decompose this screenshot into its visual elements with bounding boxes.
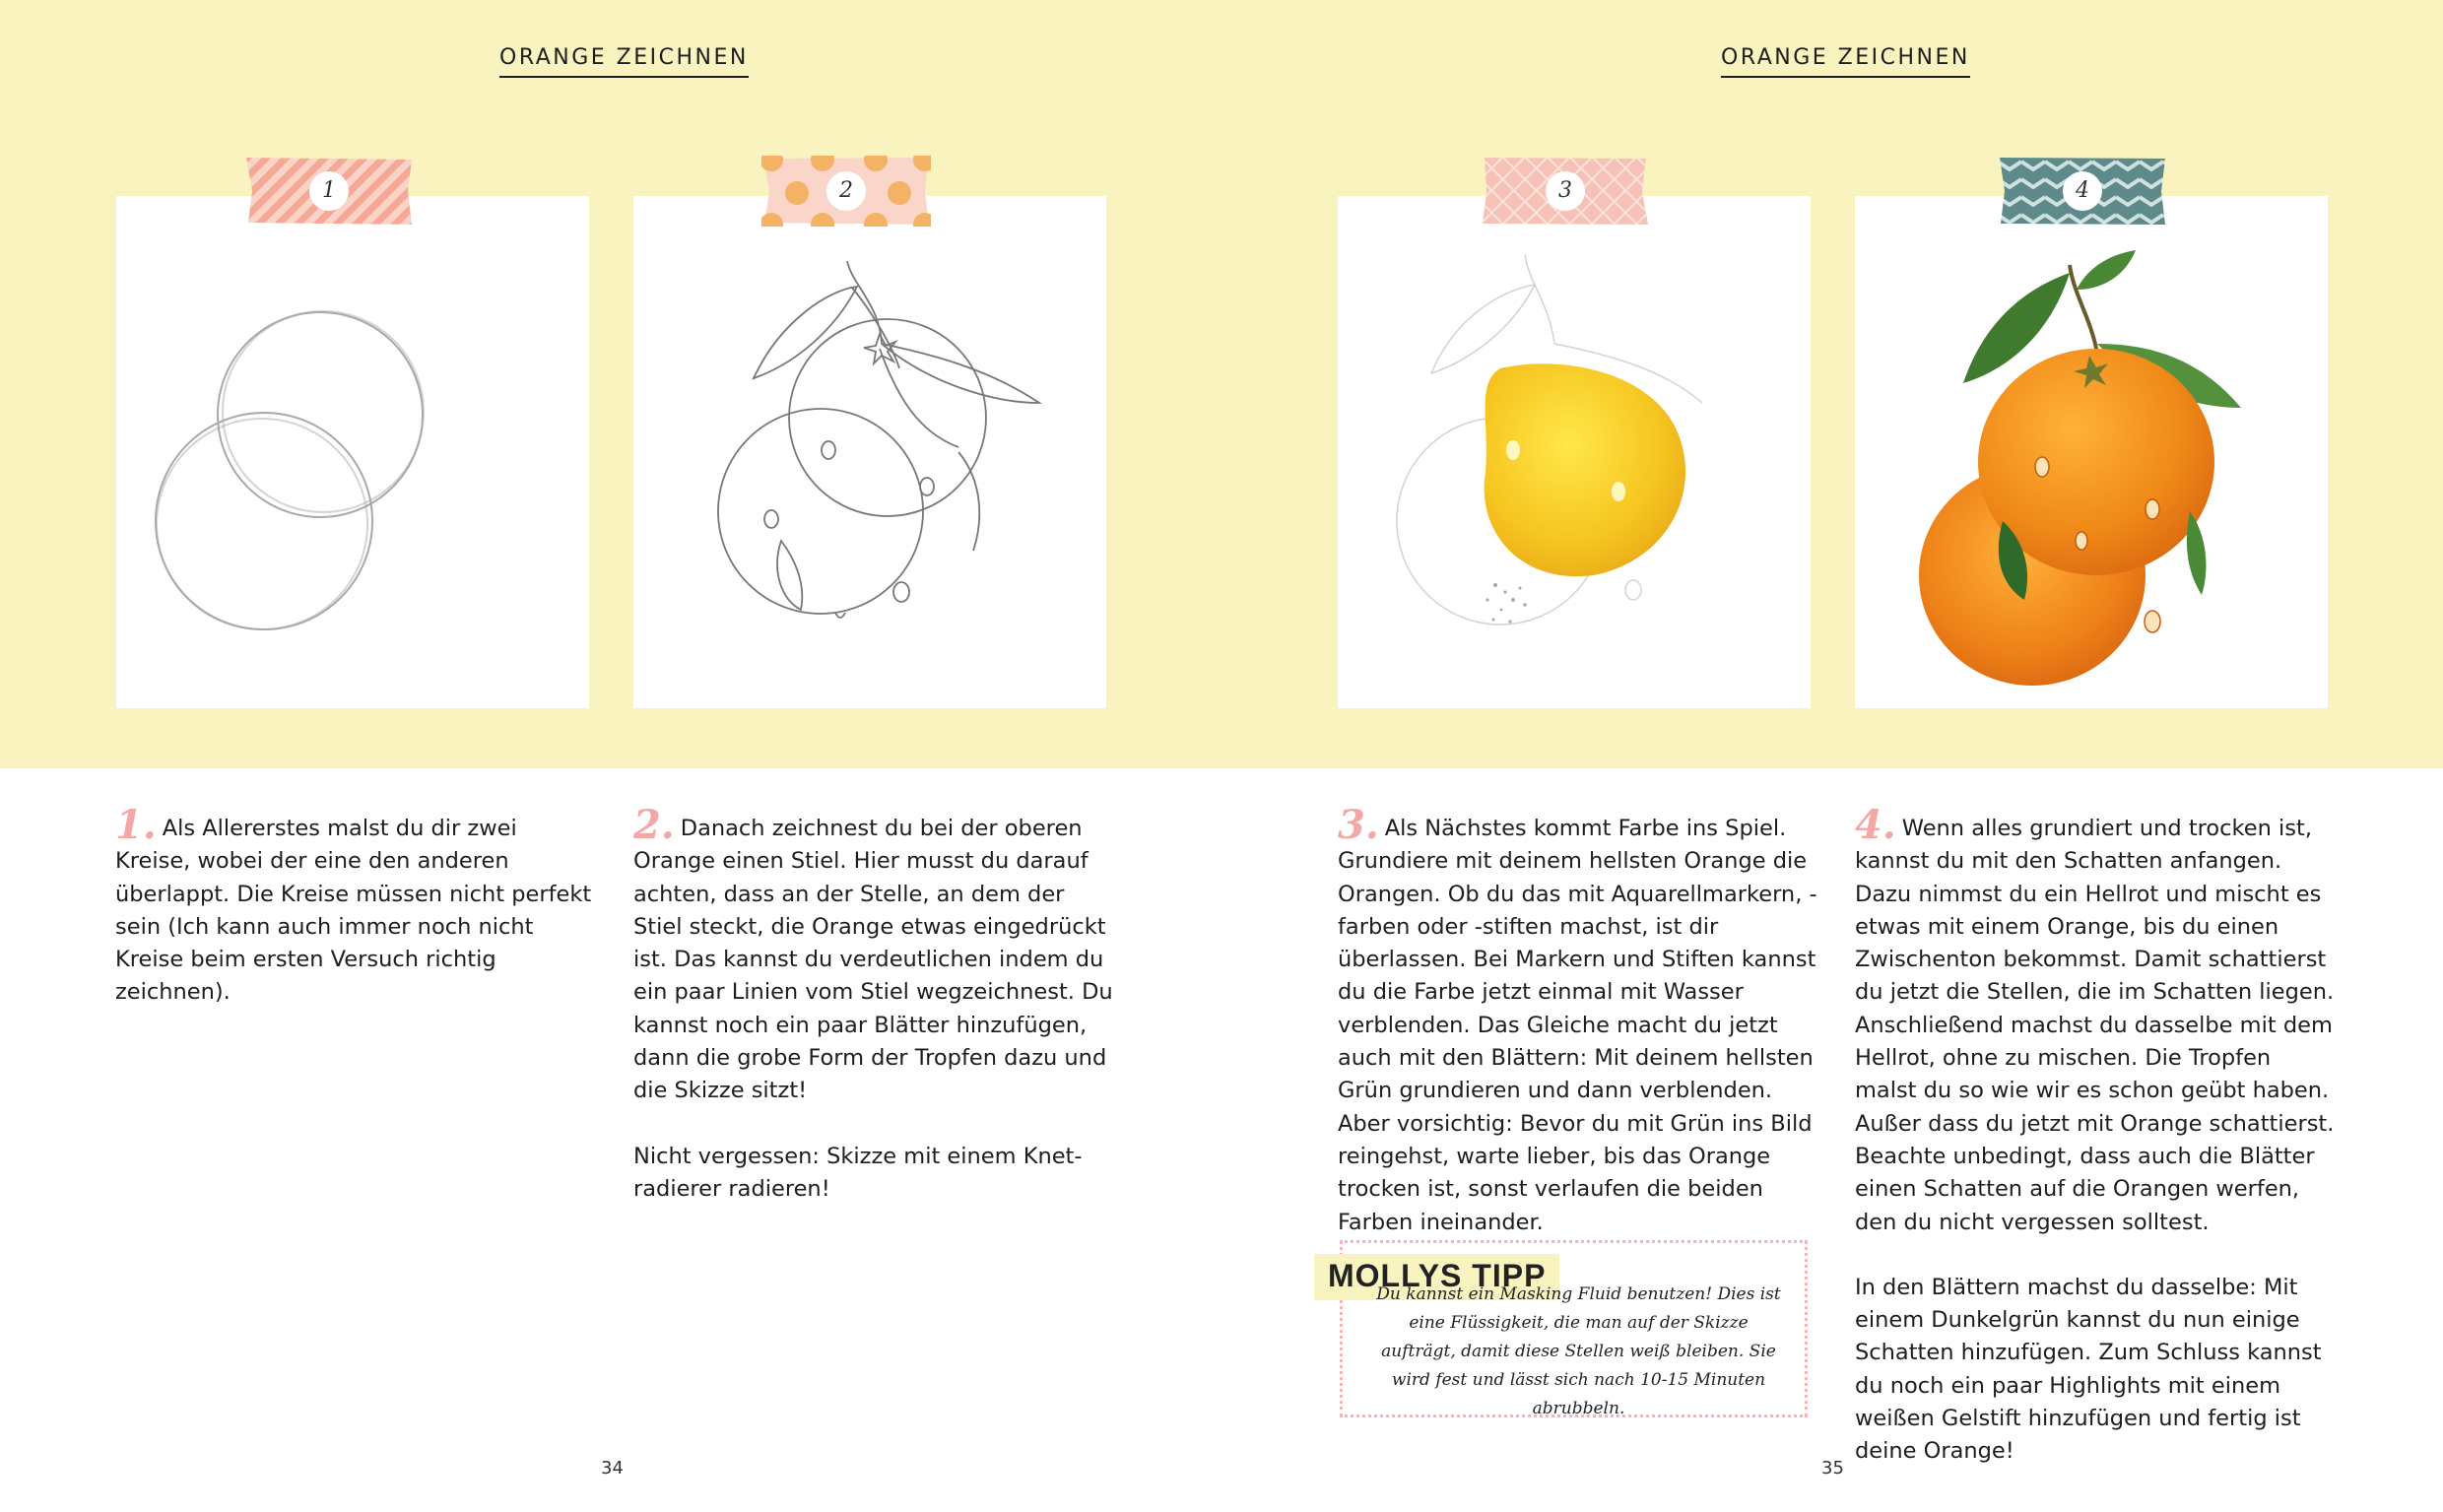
step-number-1: 1. [115,802,157,848]
step-text-3 [1338,802,1818,1239]
illustration-card-4 [1855,196,2328,708]
step-badge-1: 1 [309,171,349,211]
step-1-paragraph: Als Allererstes malst du dir zwei Kreise, wobei der eine den anderen überlappt. Die Kreise müssen nicht perfekt sein (Ich kann auch immer noch nicht Kreise beim ersten Versuch richtig zeichnen). [115,816,592,1006]
step-text-2 [633,802,1114,1206]
step-number-2: 2. [633,802,675,848]
watercolor-finished-oranges-icon [1855,196,2328,708]
step-2-paragraph-1: Danach zeichnest du bei der oberen Orange einen Stiel. Hier musst du darauf achten, dass an der Stelle, an dem der Stiel steckt, die Orange etwas eingedrückt ist. Das kannst du verdeutlichen indem du ein paar Linien vom Stiel wegzeichnest. Du kannst noch ein paar Blätter hinzufügen, dann die grobe Form der Tropfen dazu und die Skizze sitzt! [633,816,1113,1104]
washi-tape-3 [1481,156,1650,227]
washi-tape-1 [244,156,414,227]
step-3-paragraph: Als Nächstes kommt Farbe ins Spiel. Grundiere mit deinem hellsten Orange die Orangen. Ob du das mit Aquarellmarkern, -farben oder -stiften machst, ist dir überlassen. Bei Markern und Stiften kannst du die Farbe jetzt einmal mit Wasser verblenden. Das Gleiche macht du jetzt auch mit den Blättern: Mit deinem hellsten Grün grundieren und dann verblenden. Aber vorsichtig: Bevor du mit Grün ins Bild reingehst, warte lieber, bis das Orange trocken ist, sonst verlaufen die beiden Farben ineinander. [1338,816,1817,1235]
watercolor-yellow-base-icon [1338,196,1811,708]
step-badge-2: 2 [826,171,866,211]
running-head-right: ORANGE ZEICHNEN [1721,45,1970,78]
illustration-card-1 [116,196,589,708]
pencil-orange-sketch-icon [633,196,1106,708]
step-text-4 [1855,802,2336,1469]
step-text-1 [115,802,596,1010]
illustration-card-3 [1338,196,1811,708]
washi-tape-2 [761,156,931,227]
step-number-3: 3. [1338,802,1379,848]
page-number-right: 35 [1821,1458,1844,1479]
running-head-left: ORANGE ZEICHNEN [499,45,749,78]
illustration-card-2 [633,196,1106,708]
step-number-4: 4. [1855,802,1896,848]
pencil-circles-sketch-icon [116,196,589,708]
page-number-left: 34 [601,1458,624,1479]
step-2-paragraph-2: Nicht vergessen: Skizze mit einem Knet-radierer radieren! [633,1143,1083,1202]
step-4-paragraph-1: Wenn alles grundiert und trocken ist, kannst du mit den Schatten anfangen. Dazu nimmst du ein Hellrot und mischt es etwas mit einem Orange, bis du einen Zwischenton bekommst. Damit schattierst du jetzt die Stellen, die im Schatten liegen. Anschließend machst du dasselbe mit dem Hellrot, ohne zu mischen. Die Tropfen malst du so wie wir es schon geübt haben. Außer dass du jetzt mit Orange schattierst. Beachte unbedingt, dass auch die Blätter einen Schatten auf die Orangen werfen, den du nicht vergessen solltest. [1855,816,2335,1235]
step-badge-4: 4 [2063,171,2102,211]
tip-label: MOLLYS TIPP [1314,1254,1559,1300]
washi-tape-4 [1998,156,2167,227]
step-4-paragraph-2: In den Blättern machst du dasselbe: Mit einem Dunkelgrün kannst du nun einige Schatten hinzufügen. Zum Schluss kannst du noch ein paar Highlights mit einem weißen Gelstift hinzufügen und fertig ist deine Orange! [1855,1274,2322,1465]
tip-text: Du kannst ein Masking Fluid benutzen! Dies ist eine Flüssigkeit, die man auf der Skizze aufträgt, damit diese Stellen weiß bleiben. Sie wird fest und lässt sich nach 10-15 Minuten abrubbeln. [1376,1284,1781,1418]
step-badge-3: 3 [1546,171,1585,211]
